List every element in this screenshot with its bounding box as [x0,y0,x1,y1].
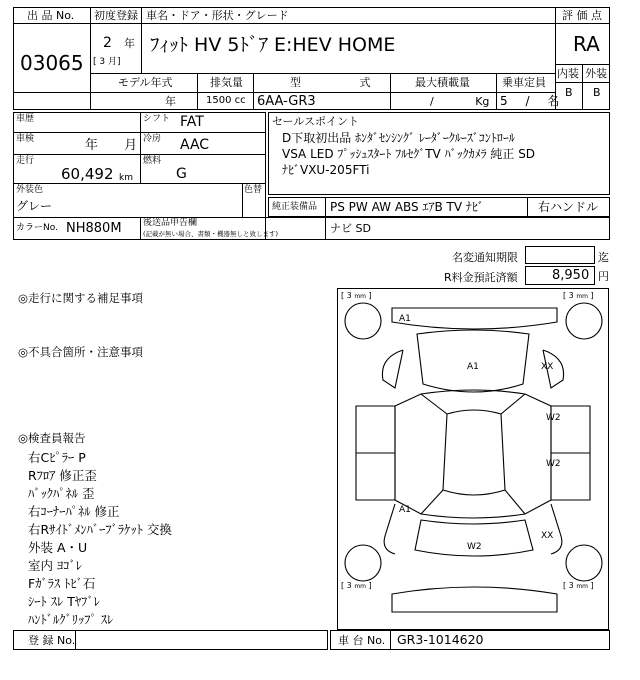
inspector-line: 室内 ﾖｺﾞﾚ [28,558,82,573]
car-diagram [337,288,609,630]
reg-month: [ 3 月] [93,57,121,67]
mark-right-rear-door: W2 [546,459,561,469]
doc-value: ナビ SD [330,222,371,235]
driving-notes-title: ◎走行に関する補足事項 [18,291,144,305]
model-value: 6AA-GR3 [257,94,316,109]
max-load-value: / Kg [430,95,490,108]
inspector-line: ｼｰﾄ ｽﾚ Tﾔﾌﾞﾚ [28,594,100,609]
fuel-value: G [176,166,187,182]
history-label: 車歴 [16,114,35,124]
ac-value: AAC [180,137,210,153]
reg-year: 2 [103,35,112,51]
reg-no-label: 登 録 No. [28,634,76,647]
displacement-label: 排気量 [210,76,243,89]
car-name: ﾌｨｯﾄ HV 5ﾄﾞｱ E:HEV HOME [150,34,396,56]
inspector-report-title: ◎検査員報告 [18,431,86,445]
sales-points-label: セールスポイント [272,115,360,128]
sales-point-line: VSA LED ﾌﾟｯｼｭｽﾀｰﾄ ﾌﾙｾｸﾞTV ﾊﾞｯｸｶﾒﾗ 純正 SD [282,147,536,161]
inspector-line: Fｶﾞﾗｽ ﾄﾋﾞ石 [28,576,96,591]
inspector-line: Rﾌﾛｱ 修正歪 [28,468,97,483]
defect-notes-title: ◎不具合箇所・注意事項 [18,345,144,359]
color-no-value: NH880M [66,221,122,236]
doc-label: 後送品申告欄 [143,218,198,228]
wheel-rear-right [566,545,602,581]
inspector-line: ﾊﾝﾄﾞﾙｸﾞﾘｯﾌﾟ ｽﾚ [28,612,114,627]
capacity-label: 乗車定員 [502,76,546,89]
inspector-line: 外装 A・U [28,540,88,555]
grade-value: RA [573,32,600,56]
rear-quarter-left [384,504,395,554]
lot-number: 03065 [20,51,84,75]
shift-value: FAT [180,114,204,130]
mileage-label: 走行 [16,156,35,166]
mark-right-front-door: W2 [546,413,561,423]
doc-note: (記載が無い場合、書類・機器無しと致します) [143,230,279,238]
color-value: グレー [16,199,53,213]
mark-front-bumper: A1 [399,314,411,324]
reg-year-unit: 年 [124,37,135,50]
inspection-label: 車検 [16,134,35,144]
mark-back-door: W2 [467,542,482,552]
grade-label: 評 価 点 [562,9,602,22]
interior-grade: B [565,86,573,99]
model-label: 型 式 [290,76,371,89]
roof [443,410,505,495]
color-no-label: カラーNo. [16,223,58,233]
exterior-label: 外装 [585,67,607,80]
sales-point-line: ﾅﾋﾞVXU-205FTi [282,163,370,177]
model-year-unit: 年 [165,95,176,108]
lot-label: 出 品 No. [27,9,75,22]
hood [417,330,529,392]
front-bumper [392,308,557,329]
tire-depth-fr: [ 3 mm ] [563,291,594,300]
name-change-box [525,246,595,264]
name-change-unit: 迄 [598,251,609,264]
inspector-line: 右Rｻｲﾄﾞﾒﾝﾊﾞｰﾌﾞﾗｹｯﾄ 交換 [28,522,172,537]
first-reg-label: 初度登録 [94,9,138,22]
equipment-label: 純正装備品 [272,202,318,212]
color-label: 外装色 [16,185,44,195]
steering-value: 右ハンドル [538,200,599,214]
mileage-unit: km [119,173,133,183]
inspector-line: ﾊﾞｯｸﾊﾟﾈﾙ 歪 [28,486,95,501]
mark-front-fender: XX [541,362,554,372]
fuel-label: 燃料 [143,156,162,166]
capacity-value: 5 / 名 [500,94,560,108]
car-name-label: 車名・ドア・形状・グレード [146,9,289,22]
max-load-label: 最大積載量 [415,76,470,89]
cabin [395,390,551,518]
mark-hood: A1 [467,362,479,372]
tire-depth-fl: [ 3 mm ] [341,291,372,300]
wheel-rear-left [345,545,381,581]
recycle-unit: 円 [598,270,609,283]
shift-label: シフト [143,114,171,124]
mark-left-rear: A1 [399,505,411,515]
mileage-value: 60,492 [61,165,114,183]
recycle-value: 8,950 [552,268,590,283]
chassis-value: GR3-1014620 [397,632,484,647]
rear-bumper [392,587,557,612]
inspector-line: 右ｺｰﾅｰﾊﾟﾈﾙ 修正 [28,504,120,519]
fender-left [382,350,403,388]
model-year-label: モデル年式 [118,76,173,89]
repaint-label: 色替 [244,185,263,195]
exterior-grade: B [593,86,601,99]
interior-label: 内装 [557,67,579,80]
mark-rear-quarter: XX [541,531,554,541]
ac-label: 冷房 [143,134,162,144]
tire-depth-rl: [ 3 mm ] [341,581,372,590]
chassis-label: 車 台 No. [338,634,386,647]
wheel-front-left [345,303,381,339]
wheel-front-right [566,303,602,339]
rear-quarter-right [551,504,562,554]
displacement-value: 1500 cc [206,95,246,106]
name-change-label: 名変通知期限 [452,251,518,264]
sales-point-line: D下取初出品 ﾎﾝﾀﾞｾﾝｼﾝｸﾞ ﾚｰﾀﾞｰｸﾙｰｽﾞｺﾝﾄﾛｰﾙ [282,131,515,145]
tire-depth-rr: [ 3 mm ] [563,581,594,590]
equipment-value: PS PW AW ABS ｴｱB TV ﾅﾋﾞ [330,200,484,214]
inspector-line: 右Cﾋﾟﾗｰ P [28,450,86,465]
inspection-value: 年 月 [85,138,138,153]
recycle-label: R料金預託済額 [444,271,518,284]
